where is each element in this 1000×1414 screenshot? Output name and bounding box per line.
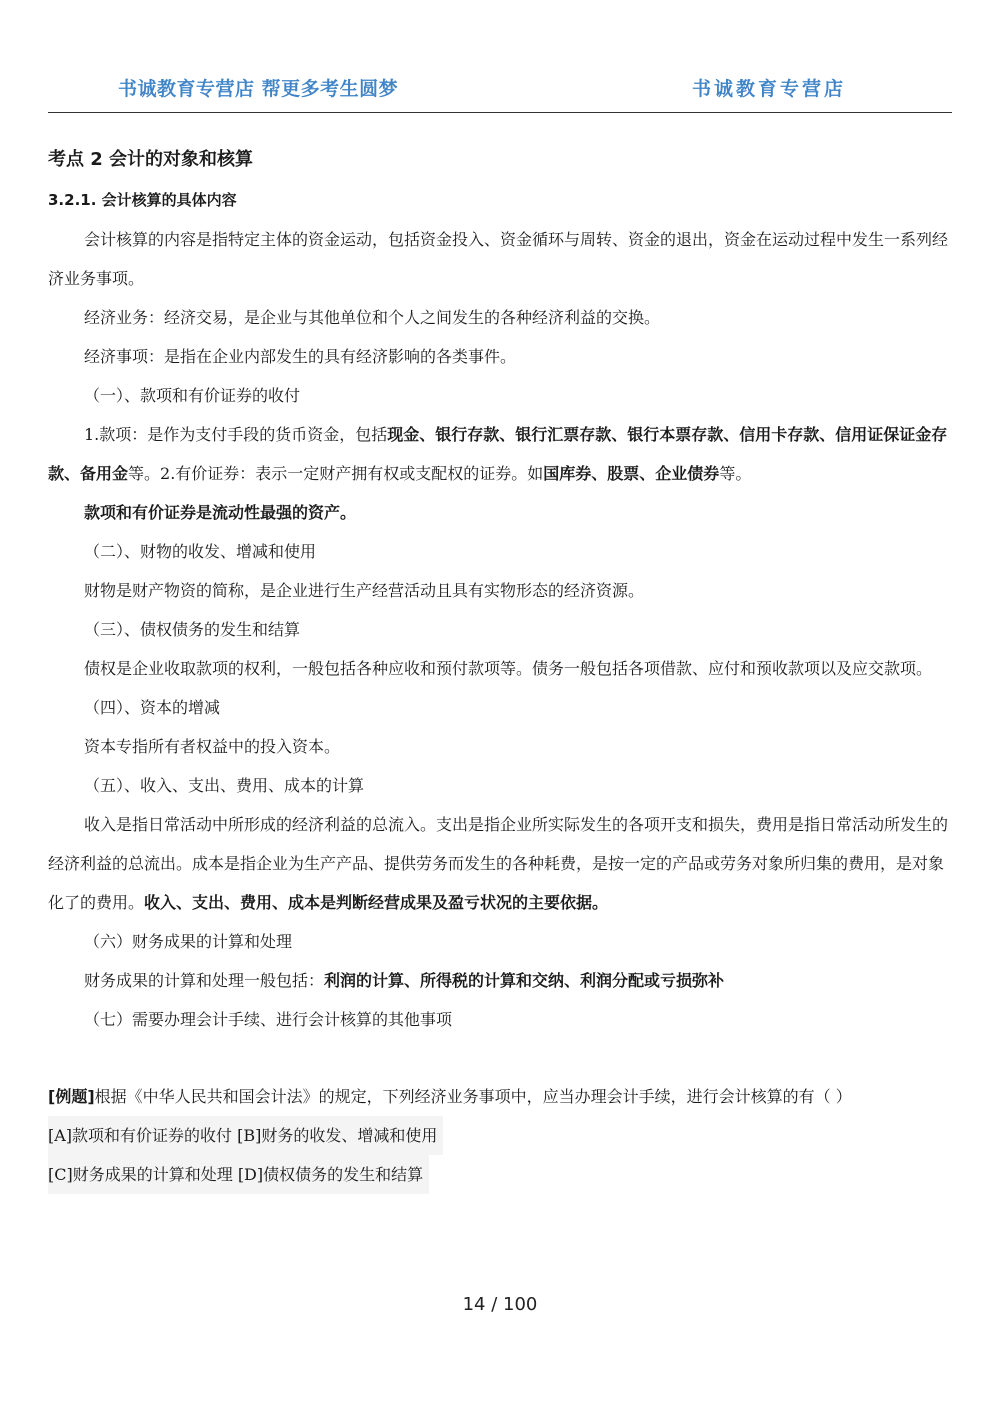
example-question-block bbox=[48, 1077, 954, 1194]
heading-item-5: （五）、收入、支出、费用、成本的计算 bbox=[84, 776, 365, 795]
heading-item-2: （二）、财物的收发、增减和使用 bbox=[84, 542, 317, 561]
text-income-definitions: 收入是指日常活动中所形成的经济利益的总流入。支出是指企业所实际发生的各项开支和损失，费用是指日常活动所发生的经济利益的总流出。成本是指企业为生产产品、提供劳务而发生的各种耗费，是按一定的产品或劳务对象所归集的费用，是对象化了的费用。 bbox=[48, 815, 949, 912]
paragraph-economic-matters: 经济事项：是指在企业内部发生的具有经济影响的各类事件。 bbox=[84, 347, 517, 366]
heading-item-7: （七）需要办理会计手续、进行会计核算的其他事项 bbox=[84, 1010, 453, 1029]
header-store-name: 书诚教育专营店 bbox=[691, 78, 846, 100]
text-securities-end: 等。 bbox=[719, 464, 752, 483]
text-funds-list: 现金、银行存款、银行汇票存款、银行本票存款、信用卡存款、信用证保证金存款、备用金 bbox=[48, 425, 948, 483]
text-securities-list: 国库券、股票、企业债券 bbox=[543, 464, 720, 483]
text-results-list: 利润的计算、所得税的计算和交纳、利润分配或亏损弥补 bbox=[324, 971, 725, 990]
paragraph-economic-business: 经济业务：经济交易，是企业与其他单位和个人之间发生的各种经济利益的交换。 bbox=[84, 308, 661, 327]
text-funds-intro: 1.款项：是作为支付手段的货币资金，包括 bbox=[84, 425, 388, 444]
paragraph-financial-results bbox=[48, 961, 954, 1000]
section-subtitle: 3.2.1. 会计核算的具体内容 bbox=[48, 191, 237, 209]
heading-item-6: （六）财务成果的计算和处理 bbox=[84, 932, 293, 951]
heading-item-4: （四）、资本的增减 bbox=[84, 698, 221, 717]
paragraph-liquidity-note: 款项和有价证券是流动性最强的资产。 bbox=[84, 503, 357, 522]
paragraph-claims-debts: 债权是企业收取款项的权利，一般包括各种应收和预付款项等。债务一般包括各项借款、应付和预收款项以及应交款项。 bbox=[84, 659, 933, 678]
page-number: 14 / 100 bbox=[462, 1294, 538, 1315]
example-label: [例题] bbox=[48, 1087, 95, 1106]
paragraph-income-expense bbox=[48, 805, 954, 922]
heading-item-1: （一）、款项和有价证券的收付 bbox=[84, 386, 301, 405]
text-securities-intro: 等。2.有价证券：表示一定财产拥有权或支配权的证券。如 bbox=[128, 464, 544, 483]
heading-item-3: （三）、债权债务的发生和结算 bbox=[84, 620, 301, 639]
header-slogan: 书诚教育专营店 帮更多考生圆梦 bbox=[118, 78, 399, 100]
options-ab: [A]款项和有价证券的收付 [B]财务的收发、增减和使用 bbox=[48, 1116, 443, 1155]
paragraph-capital: 资本专指所有者权益中的投入资本。 bbox=[84, 737, 341, 756]
options-cd: [C]财务成果的计算和处理 [D]债权债务的发生和结算 bbox=[48, 1155, 429, 1194]
text-income-emphasis: 收入、支出、费用、成本是判断经营成果及盈亏状况的主要依据。 bbox=[144, 893, 609, 912]
example-options-row-1 bbox=[48, 1116, 954, 1155]
example-options-row-2 bbox=[48, 1155, 954, 1194]
example-question-text: 根据《中华人民共和国会计法》的规定，下列经济业务事项中，应当办理会计手续，进行会计核算的有（ ） bbox=[94, 1087, 852, 1106]
example-question bbox=[48, 1077, 954, 1116]
section-title: 考点 2 会计的对象和核算 bbox=[48, 149, 254, 170]
document-body bbox=[48, 144, 954, 1194]
page-header bbox=[48, 70, 952, 113]
paragraph-property: 财物是财产物资的简称，是企业进行生产经营活动且具有实物形态的经济资源。 bbox=[84, 581, 645, 600]
paragraph-funds-securities bbox=[48, 415, 954, 493]
text-results-intro: 财务成果的计算和处理一般包括： bbox=[84, 971, 325, 990]
paragraph-accounting-content: 会计核算的内容是指特定主体的资金运动，包括资金投入、资金循环与周转、资金的退出，资金在运动过程中发生一系列经济业务事项。 bbox=[48, 230, 949, 288]
